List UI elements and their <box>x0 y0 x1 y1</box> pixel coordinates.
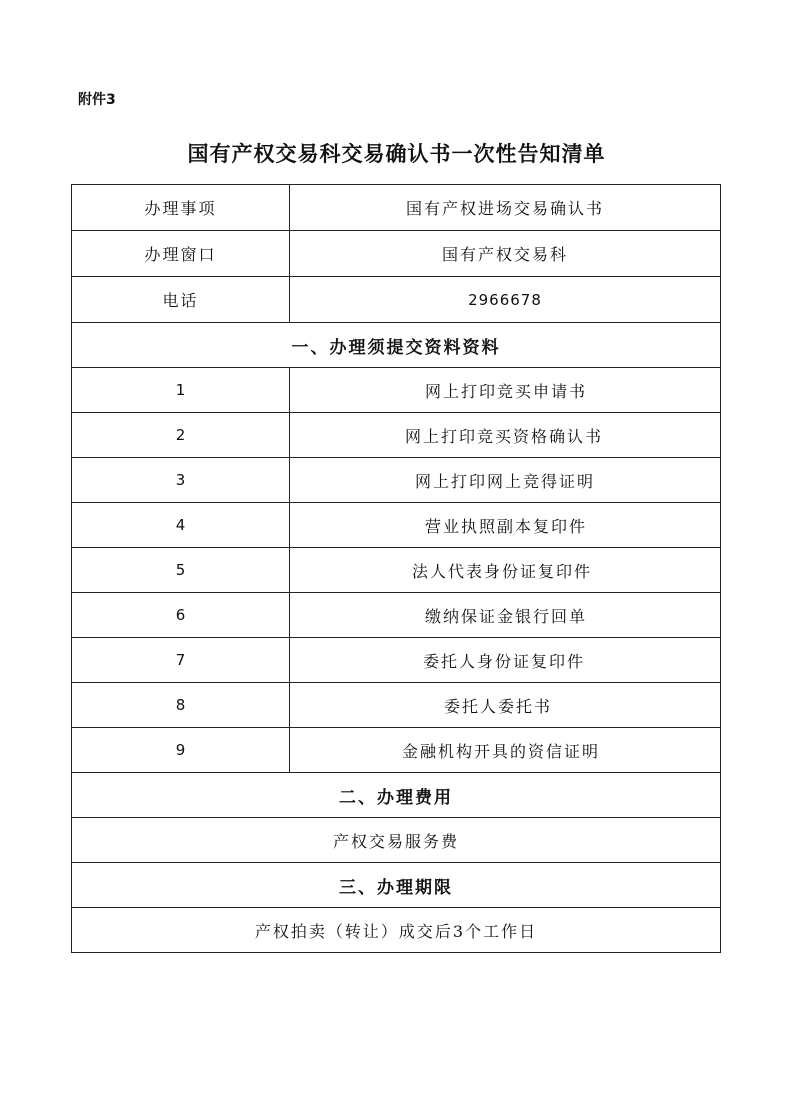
material-number: 7 <box>72 638 290 683</box>
material-name: 网上打印网上竞得证明 <box>290 458 721 503</box>
material-number: 1 <box>72 368 290 413</box>
material-number: 3 <box>72 458 290 503</box>
window-value: 国有产权交易科 <box>290 231 721 277</box>
section-deadline-row <box>72 863 721 908</box>
material-row <box>72 413 721 458</box>
material-number: 6 <box>72 593 290 638</box>
section-deadline-heading: 三、办理期限 <box>72 863 721 908</box>
fee-text: 产权交易服务费 <box>72 818 721 863</box>
section-materials-row <box>72 323 721 368</box>
material-name: 法人代表身份证复印件 <box>290 548 721 593</box>
material-number: 2 <box>72 413 290 458</box>
material-name: 缴纳保证金银行回单 <box>290 593 721 638</box>
row-phone <box>72 277 721 323</box>
row-item <box>72 185 721 231</box>
section-fees-heading: 二、办理费用 <box>72 773 721 818</box>
material-row <box>72 548 721 593</box>
fee-row <box>72 818 721 863</box>
material-name: 网上打印竞买资格确认书 <box>290 413 721 458</box>
material-number: 4 <box>72 503 290 548</box>
attachment-label: 附件3 <box>78 92 116 108</box>
phone-label: 电话 <box>72 277 290 323</box>
material-number: 8 <box>72 683 290 728</box>
row-window <box>72 231 721 277</box>
material-row <box>72 683 721 728</box>
material-name: 委托人身份证复印件 <box>290 638 721 683</box>
material-name: 营业执照副本复印件 <box>290 503 721 548</box>
section-fees-row <box>72 773 721 818</box>
notice-table <box>71 184 721 953</box>
window-label: 办理窗口 <box>72 231 290 277</box>
material-number: 5 <box>72 548 290 593</box>
deadline-row <box>72 908 721 953</box>
material-row <box>72 458 721 503</box>
item-value: 国有产权进场交易确认书 <box>290 185 721 231</box>
phone-value: 2966678 <box>290 277 721 323</box>
material-number: 9 <box>72 728 290 773</box>
document-title: 国有产权交易科交易确认书一次性告知清单 <box>187 141 606 166</box>
section-materials-heading: 一、办理须提交资料资料 <box>72 323 721 368</box>
deadline-text: 产权拍卖（转让）成交后3个工作日 <box>72 908 721 953</box>
material-row <box>72 503 721 548</box>
material-name: 金融机构开具的资信证明 <box>290 728 721 773</box>
material-name: 委托人委托书 <box>290 683 721 728</box>
material-row <box>72 368 721 413</box>
item-label: 办理事项 <box>72 185 290 231</box>
material-name: 网上打印竞买申请书 <box>290 368 721 413</box>
material-row <box>72 638 721 683</box>
material-row <box>72 728 721 773</box>
material-row <box>72 593 721 638</box>
